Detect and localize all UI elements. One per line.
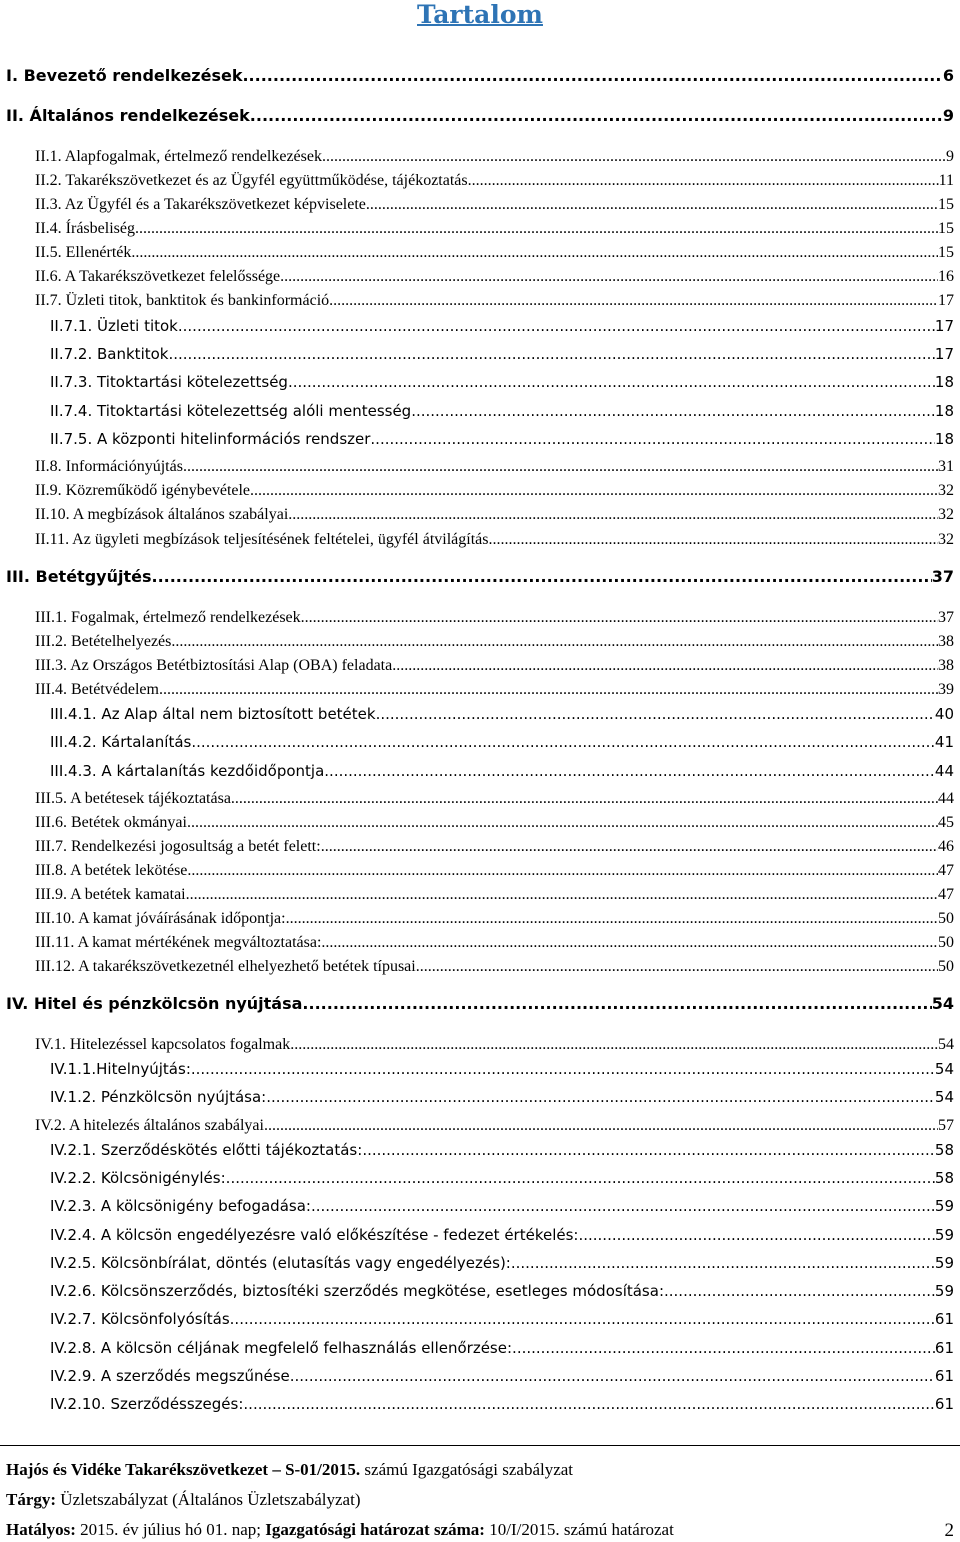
footer-effective-date: 2015. év július hó 01. nap; — [75, 1520, 266, 1539]
toc-entry-page: 50 — [938, 910, 954, 927]
toc-entry-title: II. Általános rendelkezések — [6, 106, 250, 125]
footer-line-1 — [6, 1460, 573, 1480]
footer-issuer: Hajós és Vidéke Takarékszövetkezet – S-01/2015. — [6, 1460, 361, 1479]
toc-leader-dots — [191, 733, 935, 751]
toc-leader-dots — [288, 506, 938, 524]
toc-entry-title: II.11. Az ügyleti megbízások teljesítésének feltételei, ügyfél átvilágítás — [35, 531, 489, 548]
toc-entry[interactable] — [35, 268, 954, 286]
toc-entry-title: III.9. A betétek kamatai — [35, 886, 186, 903]
toc-leader-dots — [178, 317, 935, 335]
toc-leader-dots — [324, 762, 935, 780]
toc-entry[interactable] — [50, 373, 954, 391]
footer-line-3 — [6, 1520, 674, 1540]
toc-entry-page: 15 — [938, 220, 954, 237]
footer-line-2 — [6, 1490, 360, 1510]
toc-entry[interactable] — [50, 1367, 954, 1385]
footer-resolution: 10/I/2015. számú határozat — [484, 1520, 674, 1539]
toc-entry-title: IV.2.5. Kölcsönbírálat, döntés (elutasítás vagy engedélyezés): — [50, 1254, 511, 1272]
toc-leader-dots — [468, 172, 939, 190]
toc-entry[interactable] — [35, 609, 954, 627]
toc-entry-page: 39 — [938, 681, 954, 698]
toc-entry-page: 50 — [938, 934, 954, 951]
toc-leader-dots — [329, 292, 938, 310]
toc-entry-title: III.4.2. Kártalanítás — [50, 733, 192, 751]
toc-entry-page: 32 — [938, 482, 954, 499]
toc-entry-page: 18 — [934, 430, 954, 448]
toc-entry[interactable] — [50, 1339, 954, 1357]
toc-entry-title: IV.2.4. A kölcsön engedélyezésre való előkészítése - fedezet értékelés: — [50, 1226, 579, 1244]
toc-leader-dots — [578, 1226, 934, 1244]
toc-entry-page: 50 — [938, 958, 954, 975]
toc-entry-page: 17 — [938, 292, 954, 309]
toc-entry-page: 17 — [934, 317, 954, 335]
toc-entry[interactable] — [35, 790, 954, 808]
toc-entry-page: 58 — [934, 1141, 954, 1159]
toc-entry[interactable] — [50, 1310, 954, 1328]
toc-entry[interactable] — [35, 148, 954, 166]
toc-entry[interactable] — [35, 633, 954, 651]
toc-entry-page: 18 — [934, 402, 954, 420]
toc-entry[interactable] — [35, 681, 954, 699]
toc-entry-page: 44 — [934, 762, 954, 780]
toc-entry[interactable] — [6, 106, 954, 125]
toc-entry-page: 32 — [938, 531, 954, 548]
toc-entry-page: 15 — [938, 196, 954, 213]
toc-leader-dots — [230, 1310, 935, 1328]
footer-subject-label: Tárgy: — [6, 1490, 57, 1509]
toc-entry-title: III. Betétgyűjtés — [6, 567, 152, 586]
toc-leader-dots — [311, 1197, 935, 1215]
toc-leader-dots — [186, 886, 938, 904]
toc-entry[interactable] — [35, 458, 954, 476]
toc-entry-page: 9 — [942, 106, 954, 125]
toc-entry[interactable] — [50, 1395, 954, 1413]
toc-leader-dots — [290, 1036, 938, 1054]
toc-leader-dots — [512, 1339, 935, 1357]
toc-leader-dots — [243, 1395, 935, 1413]
toc-leader-dots — [250, 106, 943, 125]
toc-leader-dots — [226, 1169, 935, 1187]
toc-entry-page: 61 — [934, 1395, 954, 1413]
toc-leader-dots — [511, 1254, 935, 1272]
toc-leader-dots — [135, 220, 938, 238]
toc-entry-title: III.5. A betétesek tájékoztatása — [35, 790, 231, 807]
toc-entry-title: II.7.1. Üzleti titok — [50, 317, 178, 335]
toc-entry-title: II.8. Információnyújtás — [35, 458, 183, 475]
toc-entry[interactable] — [50, 345, 954, 363]
toc-entry[interactable] — [35, 172, 954, 190]
toc-leader-dots — [187, 814, 938, 832]
toc-entry-title: II.4. Írásbeliség — [35, 220, 135, 237]
toc-entry-title: IV.2.2. Kölcsönigénylés: — [50, 1169, 226, 1187]
toc-entry[interactable] — [35, 838, 954, 856]
toc-entry-title: II.1. Alapfogalmak, értelmező rendelkezések — [35, 148, 322, 165]
toc-entry-page: 54 — [934, 1088, 954, 1106]
toc-entry[interactable] — [50, 1060, 954, 1078]
toc-entry-page: 37 — [931, 567, 954, 586]
toc-leader-dots — [362, 1141, 935, 1159]
toc-leader-dots — [322, 148, 946, 166]
toc-entry[interactable] — [50, 1197, 954, 1215]
toc-entry-page: 18 — [934, 373, 954, 391]
toc-leader-dots — [288, 373, 935, 391]
toc-entry-title: III.3. Az Országos Betétbiztosítási Alap (OBA) feladata — [35, 657, 393, 674]
toc-leader-dots — [171, 633, 938, 651]
toc-entry-page: 32 — [938, 506, 954, 523]
toc-leader-dots — [159, 681, 938, 699]
toc-leader-dots — [376, 705, 935, 723]
footer-subject: Üzletszabályzat (Általános Üzletszabályzat) — [56, 1490, 361, 1509]
toc-entry[interactable] — [35, 1036, 954, 1054]
toc-entry-page: 9 — [946, 148, 954, 165]
toc-entry[interactable] — [50, 1226, 954, 1244]
toc-leader-dots — [266, 1088, 935, 1106]
toc-entry-page: 31 — [938, 458, 954, 475]
toc-entry-title: III.8. A betétek lekötése — [35, 862, 188, 879]
toc-entry-title: III.7. Rendelkezési jogosultság a betét felett: — [35, 838, 321, 855]
toc-entry-title: III.4. Betétvédelem — [35, 681, 159, 698]
toc-entry-title: IV.2.9. A szerződés megszűnése — [50, 1367, 290, 1385]
toc-entry-title: II.7.3. Titoktartási kötelezettség — [50, 373, 288, 391]
toc-leader-dots — [416, 958, 938, 976]
toc-entry-page: 59 — [934, 1226, 954, 1244]
toc-entry-page: 11 — [938, 172, 954, 189]
toc-entry-page: 54 — [938, 1036, 954, 1053]
toc-entry-page: 61 — [934, 1339, 954, 1357]
toc-entry-title: II.2. Takarékszövetkezet és az Ügyfél együttműködése, tájékoztatás — [35, 172, 468, 189]
toc-entry-page: 61 — [934, 1367, 954, 1385]
page-footer — [0, 1445, 960, 1541]
toc-leader-dots — [664, 1282, 935, 1300]
footer-regulation-type: számú Igazgatósági szabályzat — [360, 1460, 574, 1479]
toc-entry-page: 44 — [938, 790, 954, 807]
toc-entry-page: 17 — [934, 345, 954, 363]
toc-entry[interactable] — [50, 430, 954, 448]
toc-entry[interactable] — [35, 1117, 954, 1135]
toc-leader-dots — [191, 1060, 935, 1078]
toc-entry-title: IV.2.6. Kölcsönszerződés, biztosítéki szerződés megkötése, esetleges módosítása: — [50, 1282, 664, 1300]
toc-entry-page: 38 — [938, 633, 954, 650]
toc-entry-title: II.7.2. Banktitok — [50, 345, 169, 363]
toc-entry[interactable] — [35, 506, 954, 524]
toc-entry[interactable] — [35, 244, 954, 262]
toc-entry[interactable] — [6, 567, 954, 586]
toc-leader-dots — [301, 609, 938, 627]
toc-entry[interactable] — [50, 1169, 954, 1187]
toc-entry[interactable] — [35, 934, 954, 952]
toc-entry-page: 58 — [934, 1169, 954, 1187]
toc-leader-dots — [151, 567, 931, 586]
toc-leader-dots — [280, 268, 938, 286]
toc-leader-dots — [183, 458, 938, 476]
toc-entry-title: IV.2.3. A kölcsönigény befogadása: — [50, 1197, 311, 1215]
toc-leader-dots — [286, 910, 938, 928]
toc-entry-title: II.7. Üzleti titok, banktitok és bankinformáció — [35, 292, 330, 309]
toc-entry-title: IV.2.1. Szerződéskötés előtti tájékoztatás: — [50, 1141, 363, 1159]
toc-leader-dots — [488, 531, 938, 549]
toc-entry-page: 15 — [938, 244, 954, 261]
page-title: Tartalom — [417, 0, 543, 29]
toc-entry-page: 41 — [934, 733, 954, 751]
toc-entry-title: IV.2.8. A kölcsön céljának megfelelő felhasználás ellenőrzése: — [50, 1339, 513, 1357]
toc-entry[interactable] — [35, 657, 954, 675]
toc-entry[interactable] — [35, 220, 954, 238]
toc-entry[interactable] — [50, 733, 954, 751]
toc-entry-title: III.4.1. Az Alap által nem biztosított betétek — [50, 705, 376, 723]
toc-entry-page: 59 — [934, 1282, 954, 1300]
toc-entry-page: 40 — [934, 705, 954, 723]
toc-entry-title: IV.1.2. Pénzkölcsön nyújtása: — [50, 1088, 267, 1106]
toc-leader-dots — [321, 934, 938, 952]
toc-leader-dots — [302, 994, 931, 1013]
toc-leader-dots — [264, 1117, 938, 1135]
toc-entry-title: II.5. Ellenérték — [35, 244, 132, 261]
toc-entry-title: II.7.5. A központi hitelinformációs rendszer — [50, 430, 371, 448]
toc-entry[interactable] — [6, 66, 954, 85]
toc-entry-title: IV. Hitel és pénzkölcsön nyújtása — [6, 994, 303, 1013]
toc-entry-title: II.6. A Takarékszövetkezet felelőssége — [35, 268, 281, 285]
toc-entry[interactable] — [35, 814, 954, 832]
footer-resolution-label: Igazgatósági határozat száma: — [265, 1520, 485, 1539]
toc-leader-dots — [187, 862, 938, 880]
toc-entry[interactable] — [50, 1282, 954, 1300]
toc-leader-dots — [392, 657, 938, 675]
toc-entry-title: IV.2.7. Kölcsönfolyósítás — [50, 1310, 230, 1328]
toc-entry-title: IV.2.10. Szerződésszegés: — [50, 1395, 244, 1413]
toc-leader-dots — [242, 66, 942, 85]
toc-leader-dots — [231, 790, 938, 808]
toc-entry-title: III.4.3. A kártalanítás kezdőidőpontja — [50, 762, 325, 780]
toc-entry[interactable] — [50, 1254, 954, 1272]
toc-entry-page: 16 — [938, 268, 954, 285]
toc-entry[interactable] — [50, 317, 954, 335]
toc-entry-title: II.9. Közreműködő igénybevétele — [35, 482, 251, 499]
toc-entry[interactable] — [50, 762, 954, 780]
toc-entry-page: 46 — [938, 838, 954, 855]
toc-entry-page: 54 — [931, 994, 954, 1013]
toc-leader-dots — [168, 345, 934, 363]
toc-entry-page: 61 — [934, 1310, 954, 1328]
toc-entry[interactable] — [35, 886, 954, 904]
toc-leader-dots — [370, 430, 935, 448]
toc-entry-page: 38 — [938, 657, 954, 674]
toc-entry[interactable] — [6, 994, 954, 1013]
toc-entry-title: III.2. Betételhelyezés — [35, 633, 172, 650]
toc-leader-dots — [321, 838, 938, 856]
toc-entry-title: II.7.4. Titoktartási kötelezettség alóli mentesség — [50, 402, 412, 420]
toc-entry-page: 6 — [942, 66, 954, 85]
toc-entry-title: III.12. A takarékszövetkezetnél elhelyezhető betétek típusai — [35, 958, 416, 975]
toc-leader-dots — [290, 1367, 935, 1385]
toc-entry-page: 47 — [938, 886, 954, 903]
toc-entry-page: 37 — [938, 609, 954, 626]
toc-entry-title: II.3. Az Ügyfél és a Takarékszövetkezet képviselete — [35, 196, 366, 213]
toc-entry-title: IV.2. A hitelezés általános szabályai — [35, 1117, 264, 1134]
toc-entry[interactable] — [35, 196, 954, 214]
toc-entry-title: IV.1. Hitelezéssel kapcsolatos fogalmak — [35, 1036, 291, 1053]
toc-entry-title: IV.1.1.Hitelnyújtás: — [50, 1060, 191, 1078]
toc-entry-page: 59 — [934, 1197, 954, 1215]
toc-entry-title: III.6. Betétek okmányai — [35, 814, 187, 831]
toc-entry-title: III.10. A kamat jóváírásának időpontja: — [35, 910, 286, 927]
toc-entry-title: I. Bevezető rendelkezések — [6, 66, 243, 85]
toc-leader-dots — [411, 402, 935, 420]
toc-entry-title: III.11. A kamat mértékének megváltoztatása: — [35, 934, 322, 951]
toc-entry[interactable] — [50, 705, 954, 723]
toc-entry[interactable] — [35, 910, 954, 928]
toc-entry[interactable] — [35, 862, 954, 880]
footer-effective-label: Hatályos: — [6, 1520, 76, 1539]
toc-entry-page: 47 — [938, 862, 954, 879]
toc-leader-dots — [366, 196, 938, 214]
toc-entry[interactable] — [35, 531, 954, 549]
toc-entry-title: III.1. Fogalmak, értelmező rendelkezések — [35, 609, 301, 626]
toc-leader-dots — [250, 482, 938, 500]
toc-entry[interactable] — [50, 1088, 954, 1106]
toc-entry[interactable] — [35, 958, 954, 976]
toc-entry-page: 45 — [938, 814, 954, 831]
toc-entry[interactable] — [35, 292, 954, 310]
toc-entry[interactable] — [50, 1141, 954, 1159]
toc-leader-dots — [131, 244, 938, 262]
toc-entry-title: II.10. A megbízások általános szabályai — [35, 506, 289, 523]
toc-entry-page: 54 — [934, 1060, 954, 1078]
toc-entry[interactable] — [50, 402, 954, 420]
page-number: 2 — [944, 1520, 954, 1541]
toc-entry[interactable] — [35, 482, 954, 500]
toc-entry-page: 59 — [934, 1254, 954, 1272]
toc-entry-page: 57 — [938, 1117, 954, 1134]
